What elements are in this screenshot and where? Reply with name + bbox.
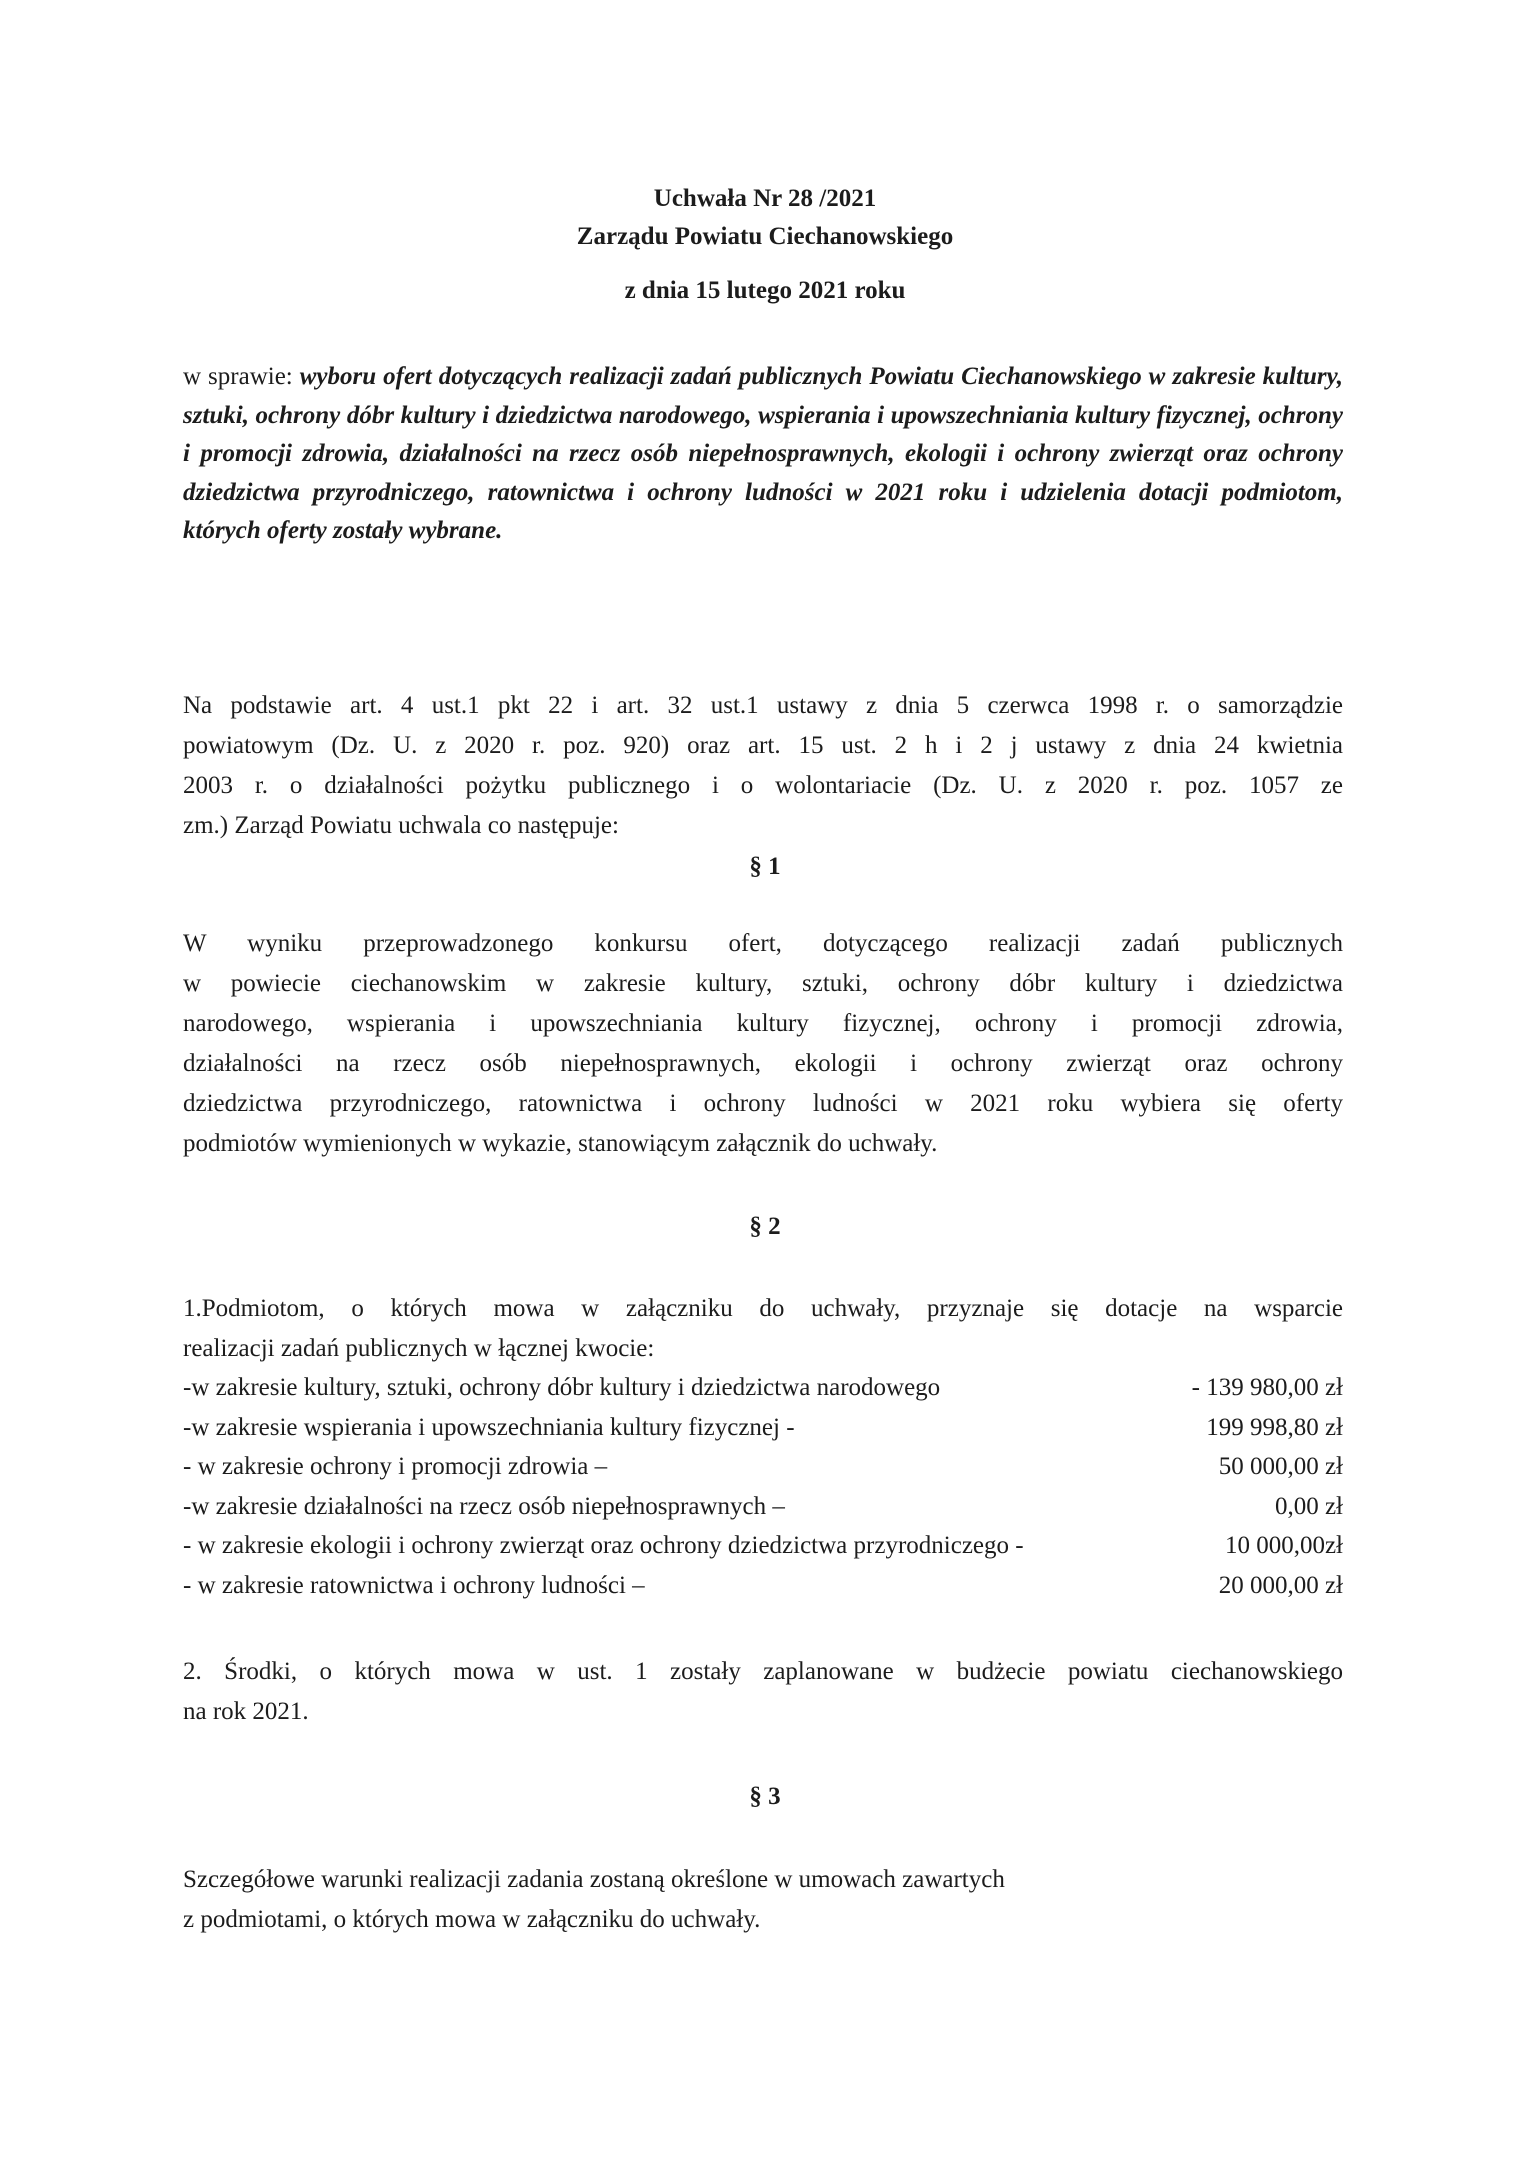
grant-scope: -w zakresie wspierania i upowszechniania kultury fizycznej - [183,1413,795,1441]
paragraph-line: 1.Podmiotom, o których mowa w załączniku do uchwały, przyznaje się dotacje na wsparcie [183,1295,1343,1322]
section-2-intro [183,1289,1343,1369]
legal-basis-paragraph [183,686,1343,846]
section-1-mark: § 1 [749,853,781,880]
resolution-date: z dnia 15 lutego 2021 roku [624,277,906,304]
grant-amount-row [183,1447,1343,1487]
resolution-issuer: Zarządu Powiatu Ciechanowskiego [576,223,954,250]
subject-text: wyboru ofert dotyczących realizacji zadań publicznych Powiatu Ciechanowskiego w zakresie kultury, sztuki, ochrony dóbr kultury i dziedzictwa narodowego, wspierania i upowszechniania kultury fizycznej, ochrony i promocji zdrowia, działalności na rzecz osób niepełnosprawnych, ekologii i ochrony zwierząt oraz ochrony dziedzictwa przyrodniczego, ratownictwa i ochrony ludności w 2021 roku i udzielenia dotacji podmiotom, których oferty zostały wybrane. [183,363,1344,544]
paragraph-line: W wyniku przeprowadzonego konkursu ofert, dotyczącego realizacji zadań publicznych [183,930,1343,957]
grant-scope: - w zakresie ochrony i promocji zdrowia – [183,1453,608,1480]
paragraph-line: dziedzictwa przyrodniczego, ratownictwa i ochrony ludności w 2021 roku wybiera się oferty [183,1090,1343,1117]
grant-scope: - w zakresie ratownictwa i ochrony ludności – [183,1571,645,1599]
grant-amounts-list [183,1368,1343,1605]
section-3-paragraph [183,1860,1343,1940]
grant-amount: 0,00 zł [1274,1492,1343,1520]
subject-prefix: w sprawie: [183,363,300,390]
grant-amount-row [183,1408,1343,1448]
grant-amount: 10 000,00zł [1224,1532,1343,1559]
grant-amount: - 139 980,00 zł [1191,1374,1343,1401]
paragraph-line: działalności na rzecz osób niepełnosprawnych, ekologii i ochrony zwierząt oraz ochrony [183,1050,1343,1077]
grant-amount: 199 998,80 zł [1206,1413,1343,1441]
resolution-number: Uchwała Nr 28 /2021 [653,185,877,212]
section-3-mark: § 3 [749,1783,781,1810]
paragraph-line: realizacji zadań publicznych w łącznej kwocie: [183,1335,655,1362]
section-2-mark: § 2 [749,1213,781,1240]
paragraph-line: powiatowym (Dz. U. z 2020 r. poz. 920) oraz art. 15 ust. 2 h i 2 j ustawy z dnia 24 kwietnia [183,732,1343,759]
grant-amount-row [183,1368,1343,1408]
paragraph-line: w powiecie ciechanowskim w zakresie kultury, sztuki, ochrony dóbr kultury i dziedzictwa [183,970,1343,997]
grant-amount-row [183,1566,1343,1606]
resolution-header [0,180,1530,256]
paragraph-line: podmiotów wymienionych w wykazie, stanowiącym załącznik do uchwały. [183,1130,938,1157]
paragraph-line: z podmiotami, o których mowa w załączniku do uchwały. [183,1906,761,1933]
paragraph-line: Na podstawie art. 4 ust.1 pkt 22 i art. 32 ust.1 ustawy z dnia 5 czerwca 1998 r. o samorządzie [183,692,1343,719]
grant-scope: - w zakresie ekologii i ochrony zwierząt oraz ochrony dziedzictwa przyrodniczego - [183,1532,1024,1559]
section-2-point-2 [183,1652,1343,1732]
grant-amount: 20 000,00 zł [1218,1571,1343,1599]
paragraph-line: 2003 r. o działalności pożytku publicznego i o wolontariacie (Dz. U. z 2020 r. poz. 1057 ze [183,772,1343,799]
paragraph-line: zm.) Zarząd Powiatu uchwala co następuje: [183,812,619,839]
grant-amount-row [183,1487,1343,1527]
grant-amount: 50 000,00 zł [1218,1453,1343,1480]
grant-scope: -w zakresie kultury, sztuki, ochrony dóbr kultury i dziedzictwa narodowego [183,1374,941,1401]
grant-amount-row [183,1526,1343,1566]
paragraph-line: Szczegółowe warunki realizacji zadania zostaną określone w umowach zawartych [183,1866,1005,1893]
section-1-paragraph [183,924,1343,1164]
resolution-subject [183,358,1343,551]
grant-scope: -w zakresie działalności na rzecz osób niepełnosprawnych – [183,1492,785,1520]
paragraph-line: na rok 2021. [183,1698,309,1725]
paragraph-line: 2. Środki, o których mowa w ust. 1 zostały zaplanowane w budżecie powiatu ciechanowskiego [183,1658,1343,1685]
paragraph-line: narodowego, wspierania i upowszechniania kultury fizycznej, ochrony i promocji zdrowia, [183,1010,1343,1037]
